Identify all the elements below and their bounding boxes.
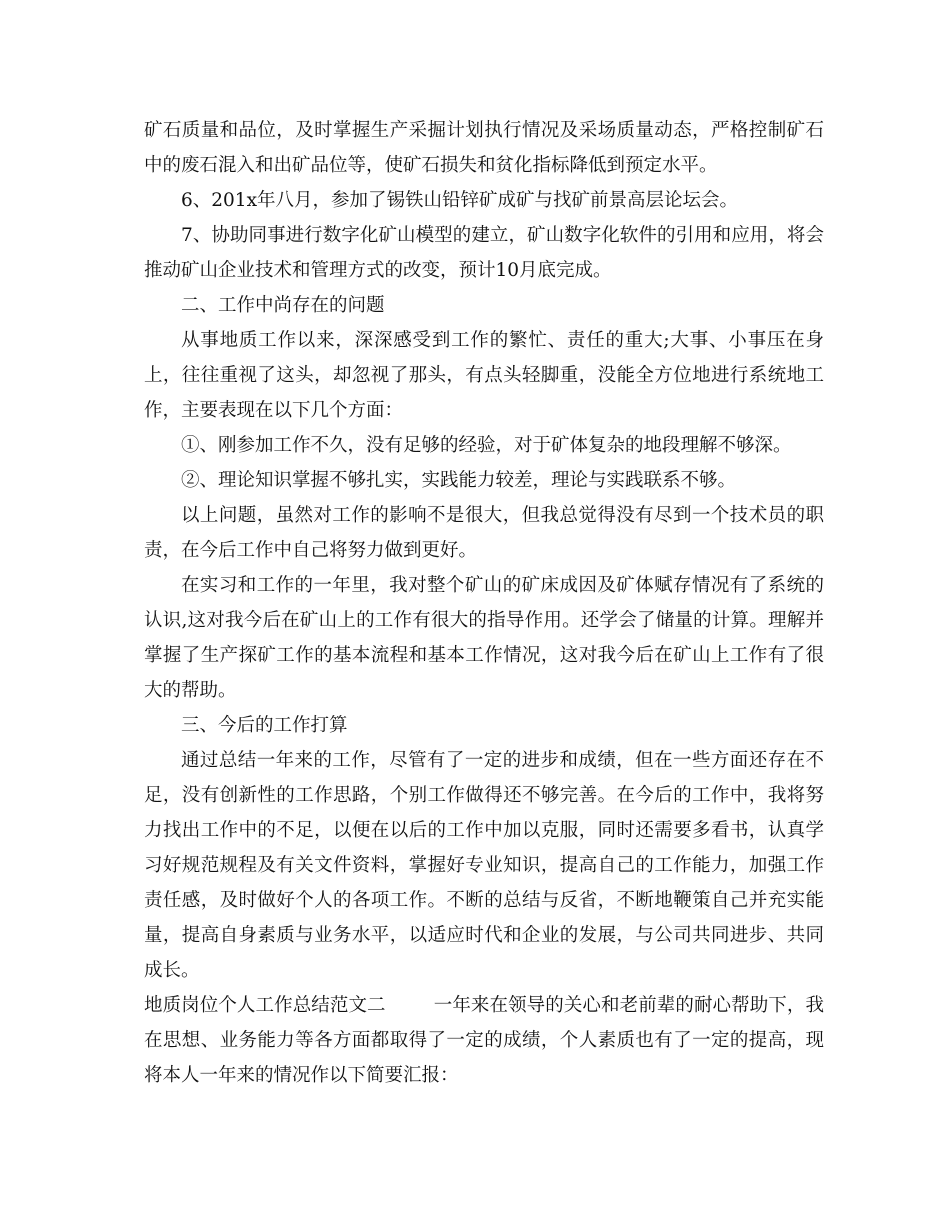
paragraph: 矿石质量和品位，及时掌握生产采掘计划执行情况及采场质量动态，严格控制矿石中的废石混入和出矿品位等，使矿石损失和贫化指标降低到预定水平。 (144, 120, 824, 176)
section-heading: 二、工作中尚存在的问题 (181, 295, 385, 316)
paragraph: 6、201x年八月，参加了锡铁山铅锌矿成矿与找矿前景高层论坛会。 (181, 190, 739, 211)
list-item: ①、刚参加工作不久，没有足够的经验，对于矿体复杂的地段理解不够深。 (181, 435, 792, 456)
paragraph: 在实习和工作的一年里，我对整个矿山的矿床成因及矿体赋存情况有了系统的认识,这对我今后在矿山上的工作有很大的指导作用。还学会了储量的计算。理解并掌握了生产探矿工作的基本流程和基本工作情况，这对我今后在矿山上工作有了很大的帮助。 (144, 575, 824, 701)
article-title: 地质岗位个人工作总结范文二 (144, 995, 386, 1016)
second-article-start (144, 988, 824, 1093)
section-heading: 三、今后的工作打算 (181, 715, 348, 736)
paragraph: 通过总结一年来的工作，尽管有了一定的进步和成绩，但在一些方面还存在不足，没有创新性的工作思路，个别工作做得还不够完善。在今后的工作中，我将努力找出工作中的不足，以便在以后的工作中加以克服，同时还需要多看书，认真学习好规范规程及有关文件资料，掌握好专业知识，提高自己的工作能力，加强工作责任感，及时做好个人的各项工作。不断的总结与反省，不断地鞭策自己并充实能量，提高自身素质与业务水平，以适应时代和企业的发展，与公司共同进步、共同成长。 (144, 750, 824, 981)
paragraph: 从事地质工作以来，深深感受到工作的繁忙、责任的重大;大事、小事压在身上，往往重视了这头，却忽视了那头，有点头轻脚重，没能全方位地进行系统地工作，主要表现在以下几个方面： (144, 330, 824, 421)
document-body (144, 113, 824, 1093)
paragraph: 以上问题，虽然对工作的影响不是很大，但我总觉得没有尽到一个技术员的职责，在今后工作中自己将努力做到更好。 (144, 505, 824, 561)
article-intro: 一年来在领导的关心和老前辈的耐心帮助下，我在思想、业务能力等各方面都取得了一定的成绩，个人素质也有了一定的提高，现将本人一年来的情况作以下简要汇报： (144, 995, 824, 1086)
paragraph: 7、协助同事进行数字化矿山模型的建立，矿山数字化软件的引用和应用，将会推动矿山企业技术和管理方式的改变，预计10月底完成。 (144, 225, 824, 281)
list-item: ②、理论知识掌握不够扎实，实践能力较差，理论与实践联系不够。 (181, 470, 737, 491)
